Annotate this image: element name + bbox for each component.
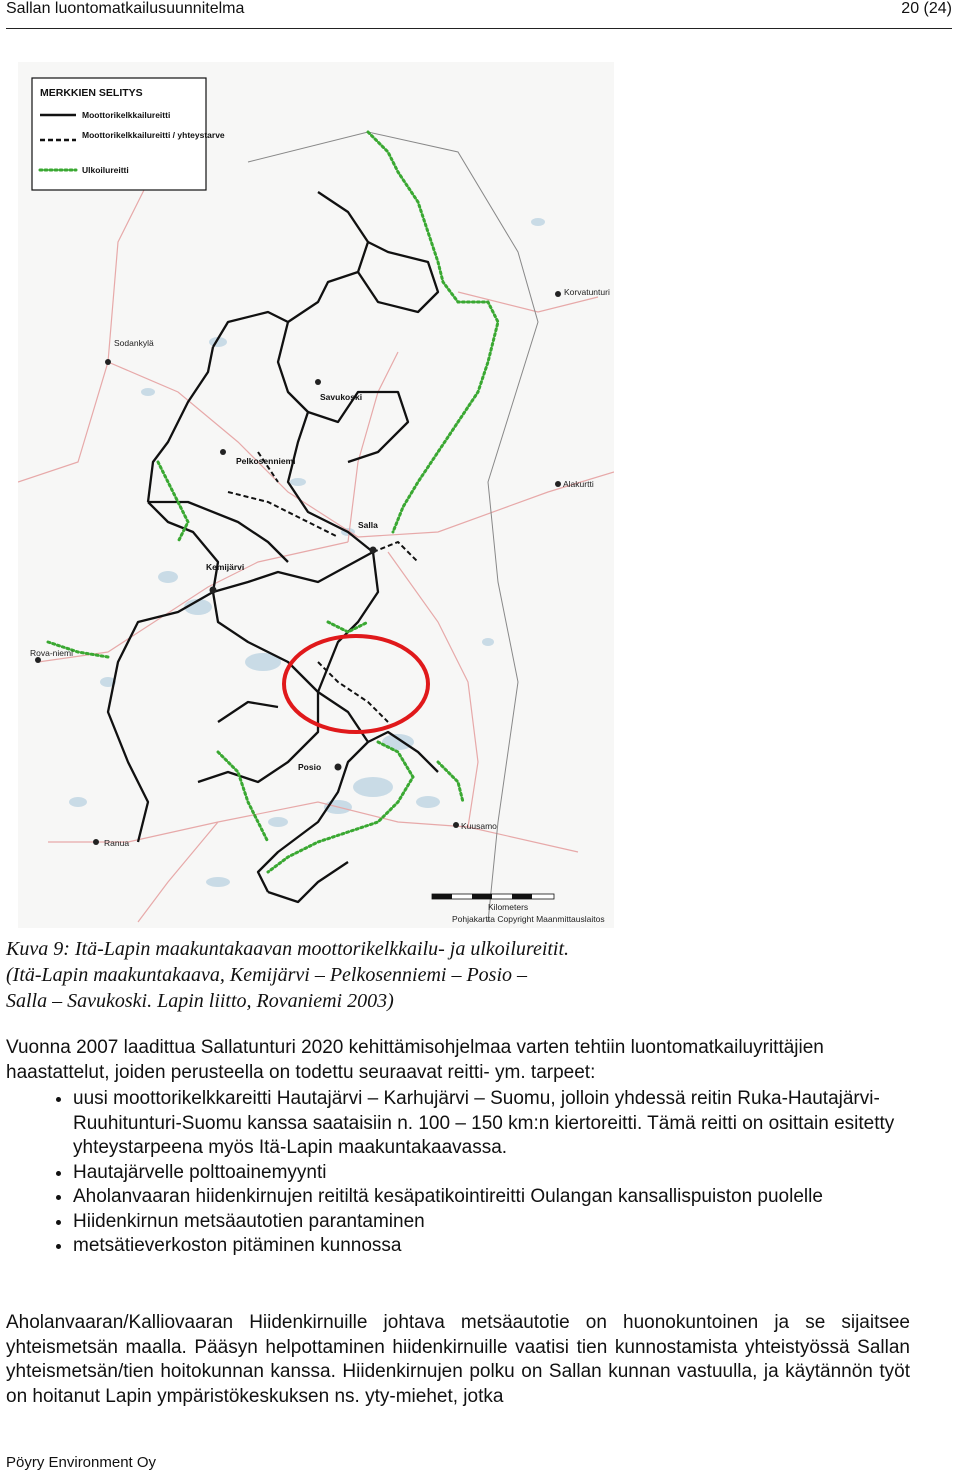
intro-paragraph: Vuonna 2007 laadittua Sallatunturi 2020 kehittämisohjelmaa varten tehtiin luontomatkailuyrittäjien haastattelut, joiden perusteella on todettu seuraavat reitti- ym. tarpeet: (6, 1037, 824, 1083)
list-item: • Hiidenkirnun metsäautotien parantaminen (73, 1210, 910, 1235)
town-kuusamo: Kuusamo (461, 821, 497, 831)
list-item: • Hautajärvelle polttoainemyynti (73, 1161, 910, 1186)
scale-unit: Kilometers (488, 902, 529, 912)
region-border (248, 132, 538, 922)
list-item: • Aholanvaaran hiidenkirnujen reitiltä kesäpatikointireitti Oulangan kansallispuiston puolelle (73, 1185, 910, 1210)
body-text (6, 1036, 910, 1259)
town-ranua: Ranua (104, 838, 130, 848)
legend-item-snowmobile: Moottorikelkkailureitti (82, 110, 171, 120)
roads (18, 182, 614, 922)
snowmobile-routes (108, 192, 438, 902)
page-number: 20 (24) (901, 0, 952, 17)
town-posio: Posio (298, 762, 322, 772)
scale-bar (432, 894, 605, 924)
needs-list (6, 1087, 910, 1259)
caption-line-1: Kuva 9: Itä-Lapin maakuntakaavan moottorikelkkailu- ja ulkoilureitit. (6, 938, 570, 960)
map-copyright: Pohjakartta Copyright Maanmittauslaitos (452, 914, 605, 924)
map-legend (32, 78, 225, 190)
legend-item-connection: Moottorikelkkailureitti / yhteystarve (82, 130, 225, 140)
town-savukoski: Savukoski (320, 392, 363, 402)
document-title: Sallan luontomatkailusuunnitelma (6, 0, 245, 17)
caption-line-2: (Itä-Lapin maakuntakaava, Kemijärvi – Pelkosenniemi – Posio – (6, 964, 528, 986)
page-footer: Pöyry Environment Oy (6, 1454, 157, 1471)
town-pelkosenniemi: Pelkosenniemi (236, 456, 296, 466)
town-alakurtti: Alakurtti (563, 479, 594, 489)
town-salla: Salla (358, 520, 378, 530)
second-paragraph: Aholanvaaran/Kalliovaaran Hiidenkirnuille johtava metsäautotie on huonokuntoinen ja se sijaitsee yhteismetsän maalla. Pääsyn helpottaminen hiidenkirnuille vaatisi tien kunnostamista yhteistyössä Sallan yhteismetsän/tien hoitokunnan kanssa. Hiidenkirnujen polku on Sallan kunnan vastuulla, ja käytännön työt on hoitanut Lapin ympäristökeskuksen ns. yty-miehet, jotka (6, 1312, 910, 1407)
town-kemijarvi: Kemijärvi (206, 562, 245, 572)
highlight-circle (284, 636, 428, 732)
town-sodankyla: Sodankylä (114, 338, 154, 348)
page-header (6, 0, 952, 29)
figure-caption (6, 936, 726, 1014)
legend-title: MERKKIEN SELITYS (40, 87, 143, 99)
map-svg (18, 62, 614, 928)
town-rovaniemi: Rova-niemi (30, 648, 73, 658)
town-korvatunturi: Korvatunturi (564, 287, 610, 297)
route-map (18, 62, 614, 928)
outdoor-routes (48, 132, 498, 872)
legend-item-outdoor: Ulkoilureitti (82, 165, 129, 175)
list-item: • metsätieverkoston pitäminen kunnossa (73, 1234, 910, 1259)
caption-line-3: Salla – Savukoski. Lapin liitto, Rovaniemi 2003) (6, 990, 394, 1012)
list-item: • uusi moottorikelkkareitti Hautajärvi – Karhujärvi – Suomu, jolloin yhdessä reitin Ruka-Hautajärvi-Ruuhitunturi-Suomu kanssa saataisiin n. 100 – 150 km:n kiertoreitti. Tämä reitti on osittain esitetty yhteystarpeena myös Itä-Lapin maakuntakaavassa. (73, 1087, 910, 1161)
